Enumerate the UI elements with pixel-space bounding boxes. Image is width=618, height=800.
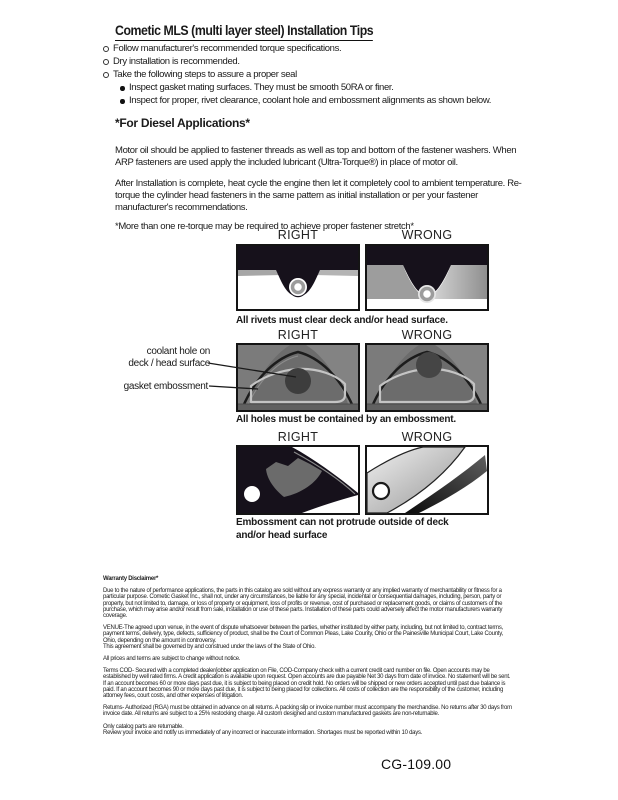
caption-line: and/or head surface <box>236 529 328 541</box>
rivet-wrong-diagram <box>365 244 489 311</box>
document-number: CG-109.00 <box>381 756 452 772</box>
page-title: Cometic MLS (multi layer steel) Installation Tips <box>115 22 373 41</box>
right-label: RIGHT <box>277 228 319 242</box>
deck-strip <box>238 404 358 410</box>
open-bullet-icon <box>103 72 109 78</box>
caption-line: Embossment can not protrude outside of deck <box>236 517 449 528</box>
warranty-heading: Warranty Disclaimer* <box>103 576 159 582</box>
legal-paragraph: Returns- Authorized (RGA) must be obtained in advance on all returns. A packing slip or invoice number must accompany the merchandise. No returns after 30 days from invoice date. All returns are subject to a 25% restocking charge. All custom designed and custom manufactured gaskets are non-returnable. <box>103 705 512 718</box>
rivet-ring <box>422 289 433 300</box>
callout-line: coolant hole on <box>146 346 210 357</box>
embossment-callout: gasket embossment <box>123 381 208 392</box>
warranty-section <box>103 576 513 736</box>
list-item <box>103 68 533 81</box>
wrong-label: WRONG <box>401 328 453 342</box>
protrusion-wrong-diagram <box>365 445 489 515</box>
tip-text: Inspect for proper, rivet clearance, coolant hole and embossment alignments as shown below. <box>129 95 492 106</box>
callout-line: deck / head surface <box>128 357 210 369</box>
coolant-callout <box>100 346 210 369</box>
tip-text: Inspect gasket mating surfaces. They must be smooth 50RA or finer. <box>129 82 394 93</box>
row1-caption: All rivets must clear deck and/or head surface. <box>236 315 448 326</box>
protrusion-right-diagram <box>236 445 360 515</box>
leader-line <box>209 386 258 389</box>
rivet-right-diagram <box>236 244 360 311</box>
paragraph-retorque-note: *More than one re-torque may be required to achieve proper fastener stretch* <box>115 220 414 232</box>
legal-paragraph: All prices and terms are subject to change without notice. <box>103 656 241 663</box>
right-label: RIGHT <box>277 328 319 342</box>
row2-caption: All holes must be contained by an embossment. <box>236 414 456 425</box>
paragraph-oil: Motor oil should be applied to fastener threads as well as top and bottom of the fastener washers. When ARP fasteners are used apply the included lubricant (Ultra-Torque®) in place of motor oil. <box>115 144 517 168</box>
list-item <box>103 81 533 94</box>
legal-paragraph: Terms COD- Secured with a completed dealer/jobber application on File, COD-Company check with a current credit card number on file. Open accounts may be established by well rated firms. A credit application is available upon request. Open accounts are due payable Net 30 days from date of invoice. No statement will be sent. If an account becomes 60 or more days past due, it is subject to being placed on credit hold. No orders will be shipped or new orders accepted until past due balance is paid. If an account becomes 90 or more days past due, it is subject to being placed for collections. All costs of collection are the responsibility of the customer, including attorney fees, court costs, and other expenses of litigation. <box>103 668 511 700</box>
deck-strip <box>238 270 282 276</box>
legal-paragraph: Due to the nature of performance applications, the parts in this catalog are sold without any express warranty or any implied warranty of merchantability or fitness for a particular purpose. Cometic Gasket Inc., shall not, under any circumstances, be liable for any special, incidental or consequential damages, including, person, party or property, but not limited to, damage, or loss of property or equipment, loss of profits or revenue, cost of purchased or replacement goods, or claims of customers of the purchase, which may arise and/or result from sale, installation or use of these parts. Installation of these parts could adversely affect the motor manufacturers warranty coverage. <box>103 588 503 620</box>
open-bullet-icon <box>103 46 109 52</box>
list-item <box>103 55 533 68</box>
wrong-label: WRONG <box>401 228 453 242</box>
leader-line <box>208 363 296 377</box>
bolt-hole <box>373 483 389 499</box>
bolt-hole <box>244 486 260 502</box>
tip-text: Dry installation is recommended. <box>113 56 240 67</box>
filled-bullet-icon <box>120 99 125 104</box>
list-item <box>103 94 533 107</box>
tip-text: Take the following steps to assure a proper seal <box>113 69 297 80</box>
callout-leader-lines <box>200 352 310 397</box>
embossment-wrong-diagram <box>365 343 489 412</box>
legal-paragraph: Only catalog parts are returnable. <box>103 723 184 730</box>
legal-paragraph: Review your invoice and notify us immediately of any incorrect or inaccurate information. Shortages must be reported within 10 days. <box>103 729 423 736</box>
coolant-hole <box>416 352 442 378</box>
legal-paragraph: VENUE-The agreed upon venue, in the event of dispute whatsoever between the parties, whether instituted by either party, including, but not limited to, contract terms, payment terms, delivery, type, defects, sufficiency of product, shall be the Court of Common Pleas, Lake County, Ohio or the Painesville Municipal Court, Lake County, Ohio, depending on the amount in controversy. <box>103 625 504 644</box>
row3-caption <box>236 517 449 542</box>
list-item <box>103 42 533 55</box>
tip-text: Follow manufacturer's recommended torque specifications. <box>113 43 342 54</box>
right-label: RIGHT <box>277 430 319 444</box>
tips-list <box>103 42 533 107</box>
deck-strip <box>367 404 487 410</box>
paragraph-retorque: After Installation is complete, heat cycle the engine then let it completely cool to ambient temperature. Re-torque the cylinder head fasteners in the same pattern as initial installation or per your fastener manufacturer's recommendations. <box>115 177 522 213</box>
filled-bullet-icon <box>120 86 125 91</box>
open-bullet-icon <box>103 59 109 65</box>
legal-paragraph: This agreement shall be governed by and construed under the laws of the State of Ohio. <box>103 643 316 650</box>
wrong-label: WRONG <box>401 430 453 444</box>
deck-strip <box>314 270 358 276</box>
diesel-heading: *For Diesel Applications* <box>115 116 250 130</box>
